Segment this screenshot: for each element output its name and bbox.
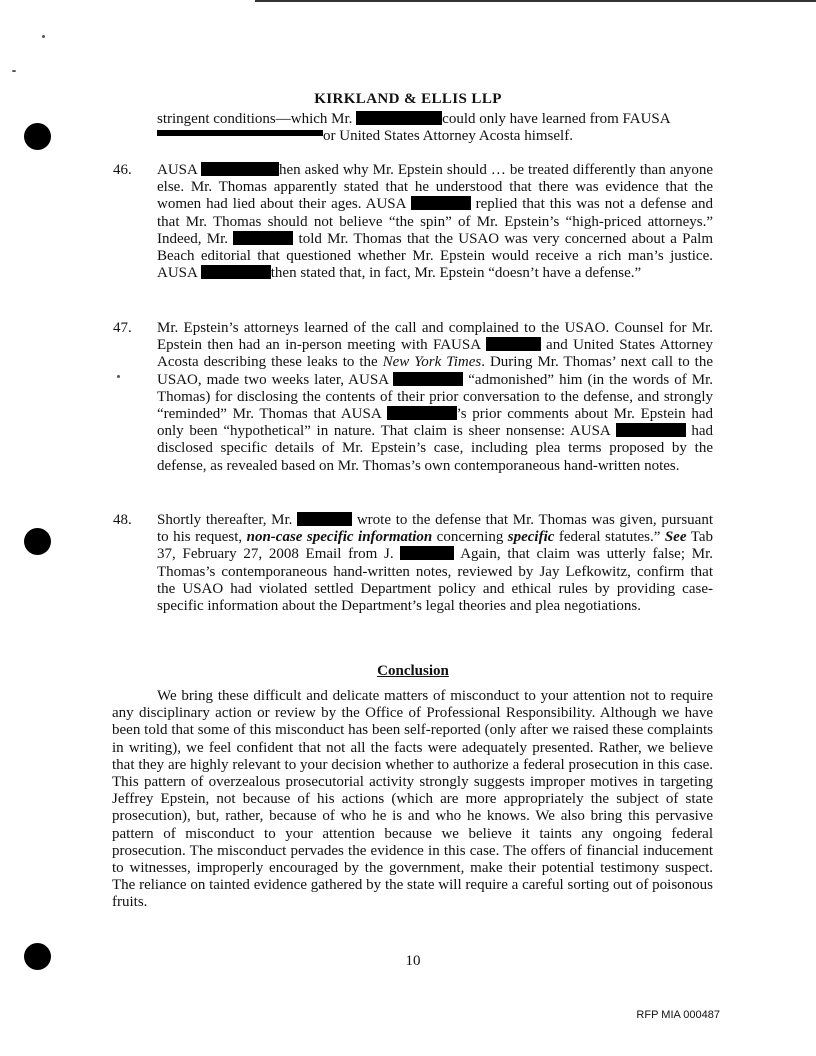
conclusion-body: We bring these difficult and delicate matters of misconduct to your attention not to require any disciplinary action or review by the Office of Professional Responsibility. Although we have been told that some of this misconduct has been self-reported (only after we raised these complaints in writing), we feel confident that not all the facts were adequately presented. Rather, we believe that they are highly relevant to your decision whether to authorize a federal prosecution in this case. This pattern of overzealous prosecutorial activity strongly suggests improper motives in targeting Jeffrey Epstein, not because of his actions (which are more appropriately the subject of state prosecution), but, rather, because of who he is and who he knows. We also bring this pervasive pattern of misconduct to your attention because we believe it taints any ongoing federal prosecution. The misconduct pervades the evidence in this case. The offers of financial inducement to witnesses, improperly encouraged by the government, make their potential testimony suspect. The reliance on tainted evidence gathered by the state will require a careful sorting out of poisonous fruits. <box>112 688 713 911</box>
section-heading-conclusion: Conclusion <box>377 663 449 679</box>
scan-speck <box>12 70 16 72</box>
paragraph-number: 47. <box>113 320 132 336</box>
punch-hole <box>24 123 51 150</box>
redaction-bar <box>201 265 271 279</box>
redaction-bar <box>356 111 442 125</box>
redaction-bar <box>387 406 457 420</box>
redaction-bar <box>233 231 293 245</box>
redaction-bar <box>400 546 454 560</box>
paragraph-46: AUSA hen asked why Mr. Epstein should … be treated differently than anyone else. Mr. Thomas apparently stated that he understood that there was evidence that the women had lied about their ages. AUSA replied that this was not a defense and that Mr. Thomas should not believe “the spin” of Mr. Epstein’s “high-priced attorneys.” Indeed, Mr. told Mr. Thomas that the USAO was very concerned about a Palm Beach editorial that questioned whether Mr. Epstein would receive a rich man’s justice. AUSA then stated that, in fact, Mr. Epstein “doesn’t have a defense.” <box>157 162 714 282</box>
paragraph-48: Shortly thereafter, Mr. wrote to the defense that Mr. Thomas was given, pursuant to his request, non-case specific information concerning specific federal statutes.” See Tab 37, February 27, 2008 Email from J. Again, that claim was utterly false; Mr. Thomas’s contemporaneous hand-written notes, reviewed by Jay Lefkowitz, confirm that the USAO had violated settled Department policy and ethical rules by providing case-specific information about the Department’s legal theories and plea negotiations. <box>157 512 713 615</box>
scan-top-edge-line <box>255 0 816 2</box>
redaction-bar <box>411 196 471 210</box>
bates-number: RFP MIA 000487 <box>636 1009 720 1021</box>
letterhead-firm-name: KIRKLAND & ELLIS LLP <box>314 91 502 107</box>
scan-speck <box>42 35 45 38</box>
scan-speck <box>117 375 120 378</box>
punch-hole <box>24 528 51 555</box>
redaction-bar <box>486 337 541 351</box>
continuation-paragraph: stringent conditions—which Mr. could only have learned from FAUSA or United States Attorney Acosta himself. <box>157 111 671 145</box>
redaction-bar <box>616 423 686 437</box>
redaction-strikethrough <box>157 130 323 136</box>
paragraph-number: 46. <box>113 162 132 178</box>
redaction-bar <box>393 372 463 386</box>
paragraph-number: 48. <box>113 512 132 528</box>
paragraph-47: Mr. Epstein’s attorneys learned of the call and complained to the USAO. Counsel for Mr. Epstein then had an in-person meeting with FAUSA and United States Attorney Acosta describing these leaks to the New York Times. During Mr. Thomas’ next call to the USAO, made two weeks later, AUSA “admonished” him (in the words of Mr. Thomas) for disclosing the contents of their prior conversation to the defense, and strongly “reminded” Mr. Thomas that AUSA ’s prior comments about Mr. Epstein had only been “hypothetical” in nature. That claim is sheer nonsense: AUSA had disclosed specific details of Mr. Epstein’s case, including plea terms proposed by the defense, as revealed based on Mr. Thomas’s own contemporaneous hand-written notes. <box>157 320 714 474</box>
redaction-bar <box>201 162 279 176</box>
redaction-bar <box>297 512 352 526</box>
page-number: 10 <box>405 953 421 969</box>
